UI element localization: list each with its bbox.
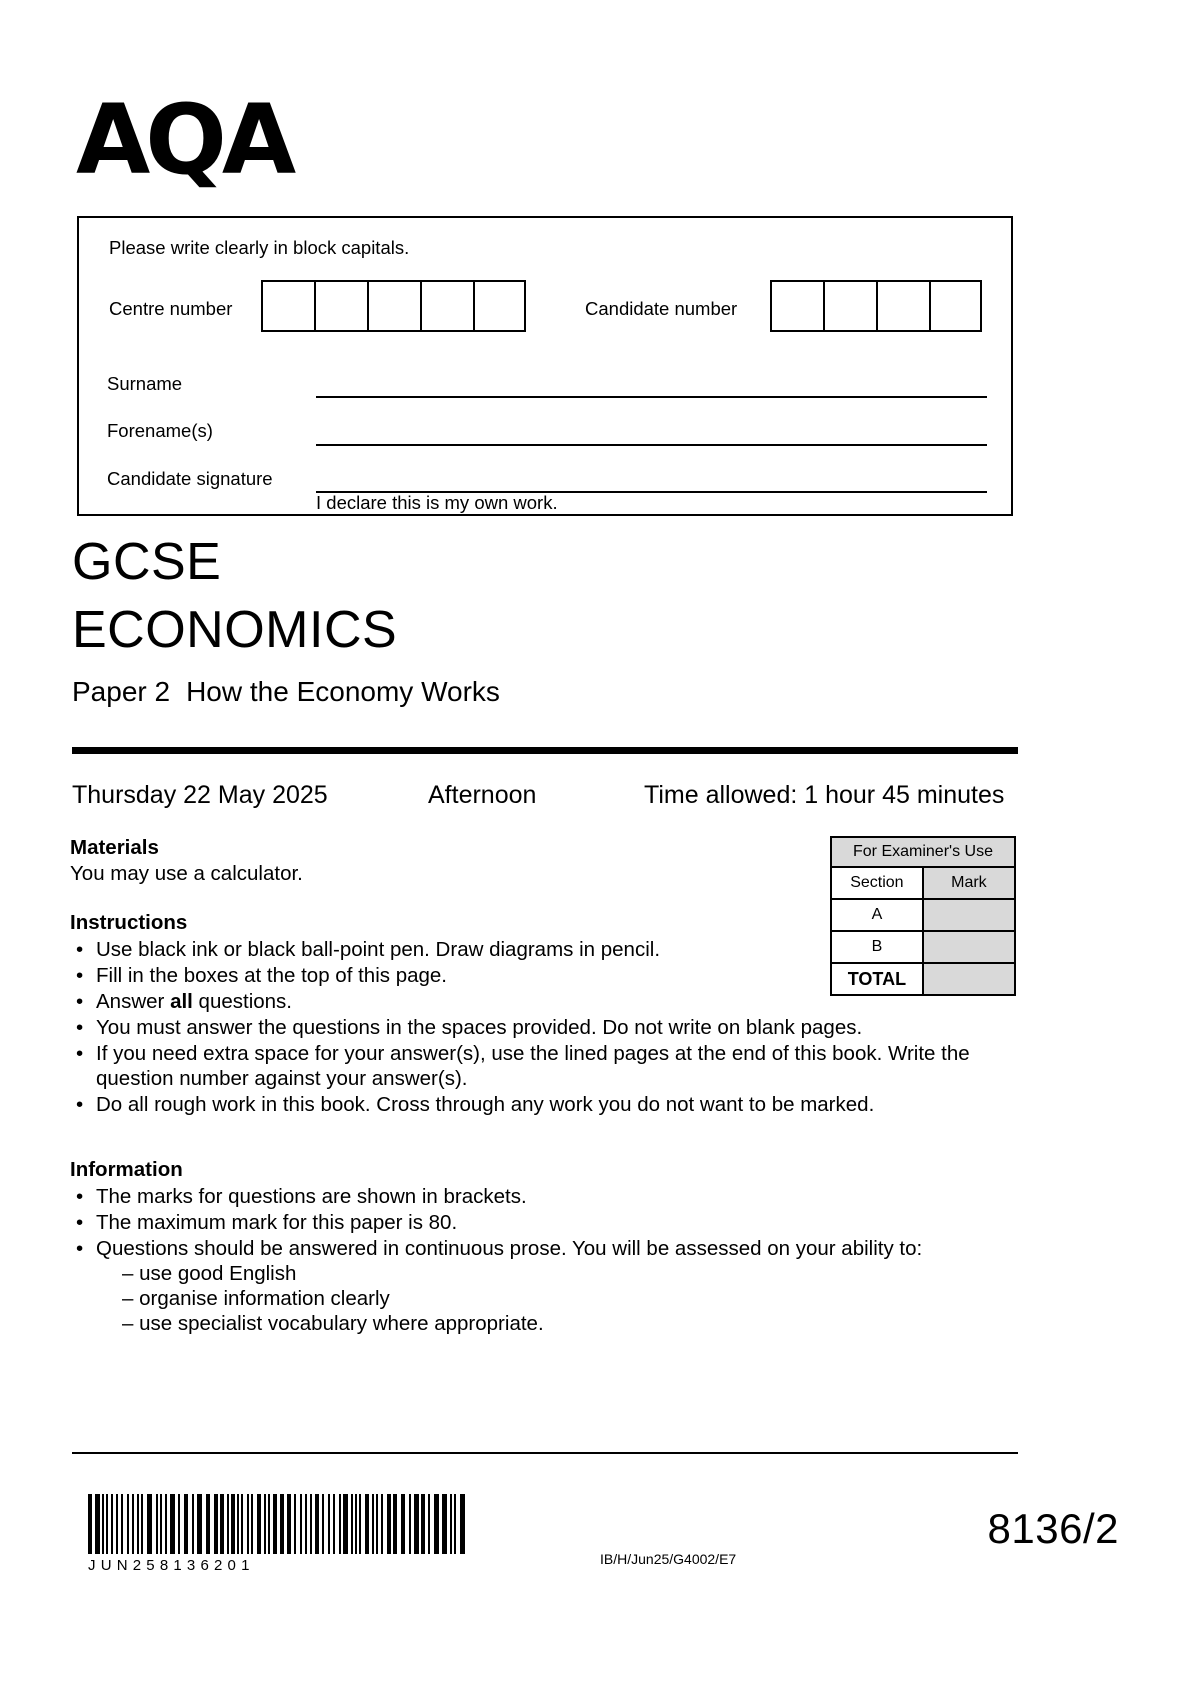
barcode-bar <box>88 1494 92 1554</box>
barcode-bar <box>393 1494 397 1554</box>
barcode-bar <box>355 1494 357 1554</box>
header-divider <box>72 747 1018 754</box>
barcode-bar <box>116 1494 118 1554</box>
list-item: • Do all rough work in this book. Cross through any work you do not want to be marked. <box>70 1092 1030 1117</box>
total-mark[interactable] <box>923 963 1015 995</box>
information-heading: Information <box>70 1158 183 1181</box>
barcode-bar <box>287 1494 291 1554</box>
list-item: • Fill in the boxes at the top of this page. <box>70 963 1030 988</box>
barcode-bar <box>220 1494 224 1554</box>
instructions-heading: Instructions <box>70 911 188 934</box>
centre-number-cell[interactable] <box>367 280 420 332</box>
centre-number-cell[interactable] <box>473 280 526 332</box>
barcode-bar <box>227 1494 229 1554</box>
instruction-answer-suffix: questions. <box>192 990 293 1013</box>
section-b-mark[interactable] <box>923 931 1015 963</box>
barcode-bar <box>339 1494 341 1554</box>
sub-list-item: – use good English <box>122 1261 1030 1286</box>
paper-title-line <box>72 675 500 709</box>
list-item: • You must answer the questions in the spaces provided. Do not write on blank pages. <box>70 1015 1030 1040</box>
list-item: • Use black ink or black ball-point pen. Draw diagrams in pencil. <box>70 937 1030 962</box>
barcode-bar <box>273 1494 277 1554</box>
sub-list-item: – organise information clearly <box>122 1286 1030 1311</box>
candidate-number-label: Candidate number <box>585 298 738 319</box>
barcode-bar <box>305 1494 307 1554</box>
section-b-label: B <box>831 931 923 963</box>
barcode-bar <box>450 1494 452 1554</box>
barcode-bar <box>257 1494 261 1554</box>
paper-name: How the Economy Works <box>186 676 500 707</box>
barcode-bar <box>434 1494 439 1554</box>
barcode-bar <box>460 1494 465 1554</box>
materials-heading: Materials <box>70 836 159 859</box>
list-item: • The maximum mark for this paper is 80. <box>70 1210 1030 1235</box>
footer-divider <box>72 1452 1018 1454</box>
materials-text: You may use a calculator. <box>70 862 303 885</box>
centre-number-cell[interactable] <box>420 280 473 332</box>
list-item: • The marks for questions are shown in brackets. <box>70 1184 1030 1209</box>
subject-title: ECONOMICS <box>72 601 398 659</box>
candidate-details-box <box>77 216 1013 516</box>
barcode-bar <box>381 1494 383 1554</box>
paper-code: 8136/2 <box>987 1505 1119 1552</box>
barcode-bar <box>294 1494 296 1554</box>
aqa-logo: AQA <box>76 84 292 196</box>
barcode-label: JUN258136201 <box>88 1557 255 1574</box>
surname-label: Surname <box>107 373 183 394</box>
barcode-bar <box>206 1494 210 1554</box>
barcode-bar <box>328 1494 330 1554</box>
barcode-bar <box>214 1494 218 1554</box>
barcode-bar <box>442 1494 447 1554</box>
total-label: TOTAL <box>831 963 923 995</box>
exam-session: Afternoon <box>428 781 537 809</box>
barcode-bar <box>178 1494 180 1554</box>
exam-date: Thursday 22 May 2025 <box>72 781 328 809</box>
barcode-bar <box>251 1494 253 1554</box>
barcode-bar <box>141 1494 143 1554</box>
table-row <box>831 931 1015 963</box>
barcode-bar <box>409 1494 411 1554</box>
forename-input[interactable] <box>316 444 987 446</box>
barcode-bar <box>300 1494 302 1554</box>
barcode-bar <box>268 1494 270 1554</box>
forename-label: Forename(s) <box>107 420 213 441</box>
examiner-table-title: For Examiner's Use <box>831 837 1015 867</box>
barcode-bar <box>156 1494 158 1554</box>
barcode-image <box>88 1494 469 1554</box>
list-item: • If you need extra space for your answer(s), use the lined pages at the end of this book. Write the question number against your answer(s). <box>70 1041 1030 1091</box>
barcode-bar <box>170 1494 175 1554</box>
barcode-bar <box>310 1494 312 1554</box>
barcode-bar <box>414 1494 419 1554</box>
barcode-bar <box>333 1494 335 1554</box>
barcode-bar <box>197 1494 202 1554</box>
centre-number-cell[interactable] <box>261 280 314 332</box>
barcode-bar <box>365 1494 369 1554</box>
barcode-bar <box>387 1494 391 1554</box>
barcode-bar <box>401 1494 405 1554</box>
barcode-bar <box>106 1494 108 1554</box>
declaration-text: I declare this is my own work. <box>316 492 558 513</box>
barcode-bar <box>372 1494 374 1554</box>
barcode-bar <box>165 1494 167 1554</box>
barcode-bar <box>184 1494 188 1554</box>
examiner-use-table <box>830 836 1016 996</box>
barcode-bar <box>421 1494 425 1554</box>
instruction-answer-prefix: Answer <box>96 990 171 1013</box>
sub-list-item: – use specialist vocabulary where appropriate. <box>122 1311 1030 1336</box>
document-code: IB/H/Jun25/G4002/E7 <box>600 1551 737 1567</box>
barcode-bar <box>343 1494 348 1554</box>
barcode-bar <box>264 1494 266 1554</box>
barcode-bar <box>454 1494 456 1554</box>
column-header-mark: Mark <box>923 867 1015 899</box>
candidate-number-cell[interactable] <box>770 280 823 332</box>
block-capitals-instruction: Please write clearly in block capitals. <box>109 237 410 258</box>
candidate-number-cell[interactable] <box>823 280 876 332</box>
section-a-mark[interactable] <box>923 899 1015 931</box>
information-sub-list <box>96 1261 1030 1336</box>
barcode-bar <box>137 1494 139 1554</box>
barcode-bar <box>247 1494 249 1554</box>
qualification-title: GCSE <box>72 533 222 591</box>
barcode-bar <box>241 1494 243 1554</box>
instruction-bold-all: all <box>170 990 193 1013</box>
centre-number-label: Centre number <box>109 298 233 319</box>
barcode-bar <box>376 1494 378 1554</box>
barcode-bar <box>111 1494 113 1554</box>
barcode-bar <box>132 1494 134 1554</box>
barcode-bar <box>95 1494 100 1554</box>
candidate-signature-label: Candidate signature <box>107 468 273 489</box>
barcode-bar <box>147 1494 152 1554</box>
table-row <box>831 867 1015 899</box>
barcode-bar <box>160 1494 162 1554</box>
barcode-bar <box>192 1494 194 1554</box>
barcode-bar <box>280 1494 284 1554</box>
barcode-bar <box>237 1494 239 1554</box>
barcode-bar <box>428 1494 430 1554</box>
table-row <box>831 963 1015 995</box>
exam-time-allowed: Time allowed: 1 hour 45 minutes <box>644 781 1005 809</box>
candidate-number-cell[interactable] <box>876 280 929 332</box>
barcode-bar <box>351 1494 353 1554</box>
candidate-number-cell[interactable] <box>929 280 982 332</box>
paper-number: Paper 2 <box>72 676 171 707</box>
table-row <box>831 837 1015 867</box>
barcode-bar <box>315 1494 319 1554</box>
information-list <box>70 1184 1030 1337</box>
list-item <box>70 1236 1030 1336</box>
barcode-bar <box>121 1494 123 1554</box>
candidate-number-input[interactable] <box>770 280 982 332</box>
barcode-bar <box>102 1494 104 1554</box>
table-row <box>831 899 1015 931</box>
centre-number-input[interactable] <box>261 280 526 332</box>
barcode-bar <box>359 1494 361 1554</box>
barcode-bar <box>127 1494 129 1554</box>
section-a-label: A <box>831 899 923 931</box>
surname-input[interactable] <box>316 396 987 398</box>
centre-number-cell[interactable] <box>314 280 367 332</box>
column-header-section: Section <box>831 867 923 899</box>
barcode-bar <box>231 1494 235 1554</box>
list-item-text: Questions should be answered in continuous prose. You will be assessed on your ability to: <box>96 1237 923 1260</box>
barcode-bar <box>322 1494 324 1554</box>
